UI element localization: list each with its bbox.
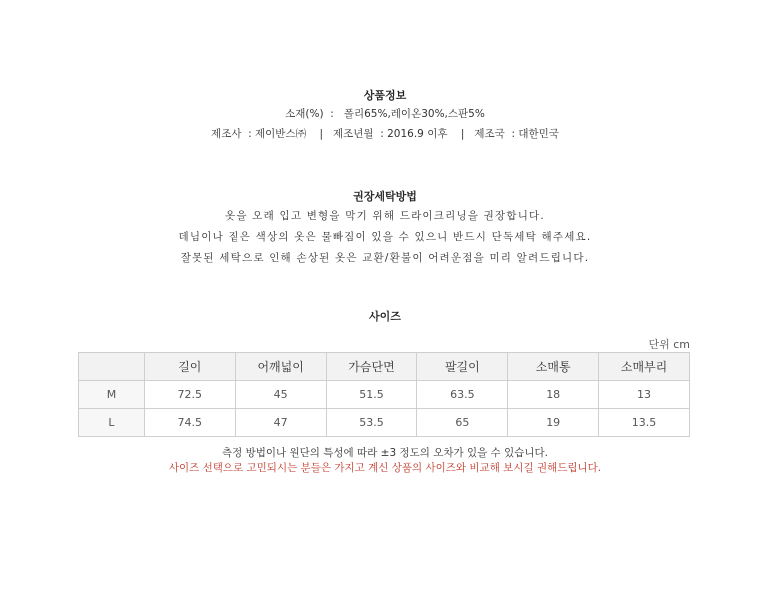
table-cell: 19	[508, 409, 599, 437]
size-header-cuff: 소매부리	[599, 353, 690, 381]
material-line: 소재(%) : 폴리65%,레이온30%,스판5%	[285, 108, 485, 120]
size-header-chest: 가슴단면	[326, 353, 417, 381]
table-cell: 13.5	[599, 409, 690, 437]
size-label-l: L	[79, 409, 145, 437]
size-table	[78, 352, 690, 437]
care-section	[0, 188, 770, 269]
table-cell: 53.5	[326, 409, 417, 437]
table-cell: 47	[235, 409, 326, 437]
size-header-sleeve-length: 팔길이	[417, 353, 508, 381]
table-row	[79, 409, 690, 437]
size-advice-note: 사이즈 선택으로 고민되시는 분들은 가지고 계신 상품의 사이즈와 비교해 보시길 권해드립니다.	[168, 462, 602, 474]
size-notes	[0, 446, 770, 476]
table-cell: 63.5	[417, 381, 508, 409]
measure-note: 측정 방법이나 원단의 특성에 따라 ±3 정도의 오차가 있을 수 있습니다.	[221, 447, 549, 459]
product-info-title: 상품정보	[363, 89, 407, 102]
table-cell: 13	[599, 381, 690, 409]
size-header-sleeve-width: 소매통	[508, 353, 599, 381]
size-table-header-row	[79, 353, 690, 381]
table-cell: 18	[508, 381, 599, 409]
care-line: 잘못된 세탁으로 인해 손상된 옷은 교환/환불이 어려운점을 미리 알려드립니다.	[180, 252, 590, 264]
care-line: 옷을 오래 입고 변형을 막기 위해 드라이크리닝을 권장합니다.	[225, 210, 545, 222]
size-header-length: 길이	[144, 353, 235, 381]
care-line: 데님이나 짙은 색상의 옷은 물빠짐이 있을 수 있으니 반드시 단독세탁 해주세요.	[178, 231, 592, 243]
size-header-shoulder: 어깨넓이	[235, 353, 326, 381]
table-cell: 65	[417, 409, 508, 437]
size-unit: 단위 cm	[648, 338, 690, 351]
table-cell: 72.5	[144, 381, 235, 409]
table-cell: 74.5	[144, 409, 235, 437]
table-row	[79, 381, 690, 409]
table-cell: 51.5	[326, 381, 417, 409]
size-header-blank	[79, 353, 145, 381]
manufacturer-line: 제조사 : 제이반스㈜ | 제조년월 : 2016.9 이후 | 제조국 : 대한민국	[211, 128, 559, 140]
table-cell: 45	[235, 381, 326, 409]
product-info-section	[0, 88, 770, 144]
size-label-m: M	[79, 381, 145, 409]
care-title: 권장세탁방법	[353, 190, 417, 203]
size-title: 사이즈	[369, 310, 401, 323]
